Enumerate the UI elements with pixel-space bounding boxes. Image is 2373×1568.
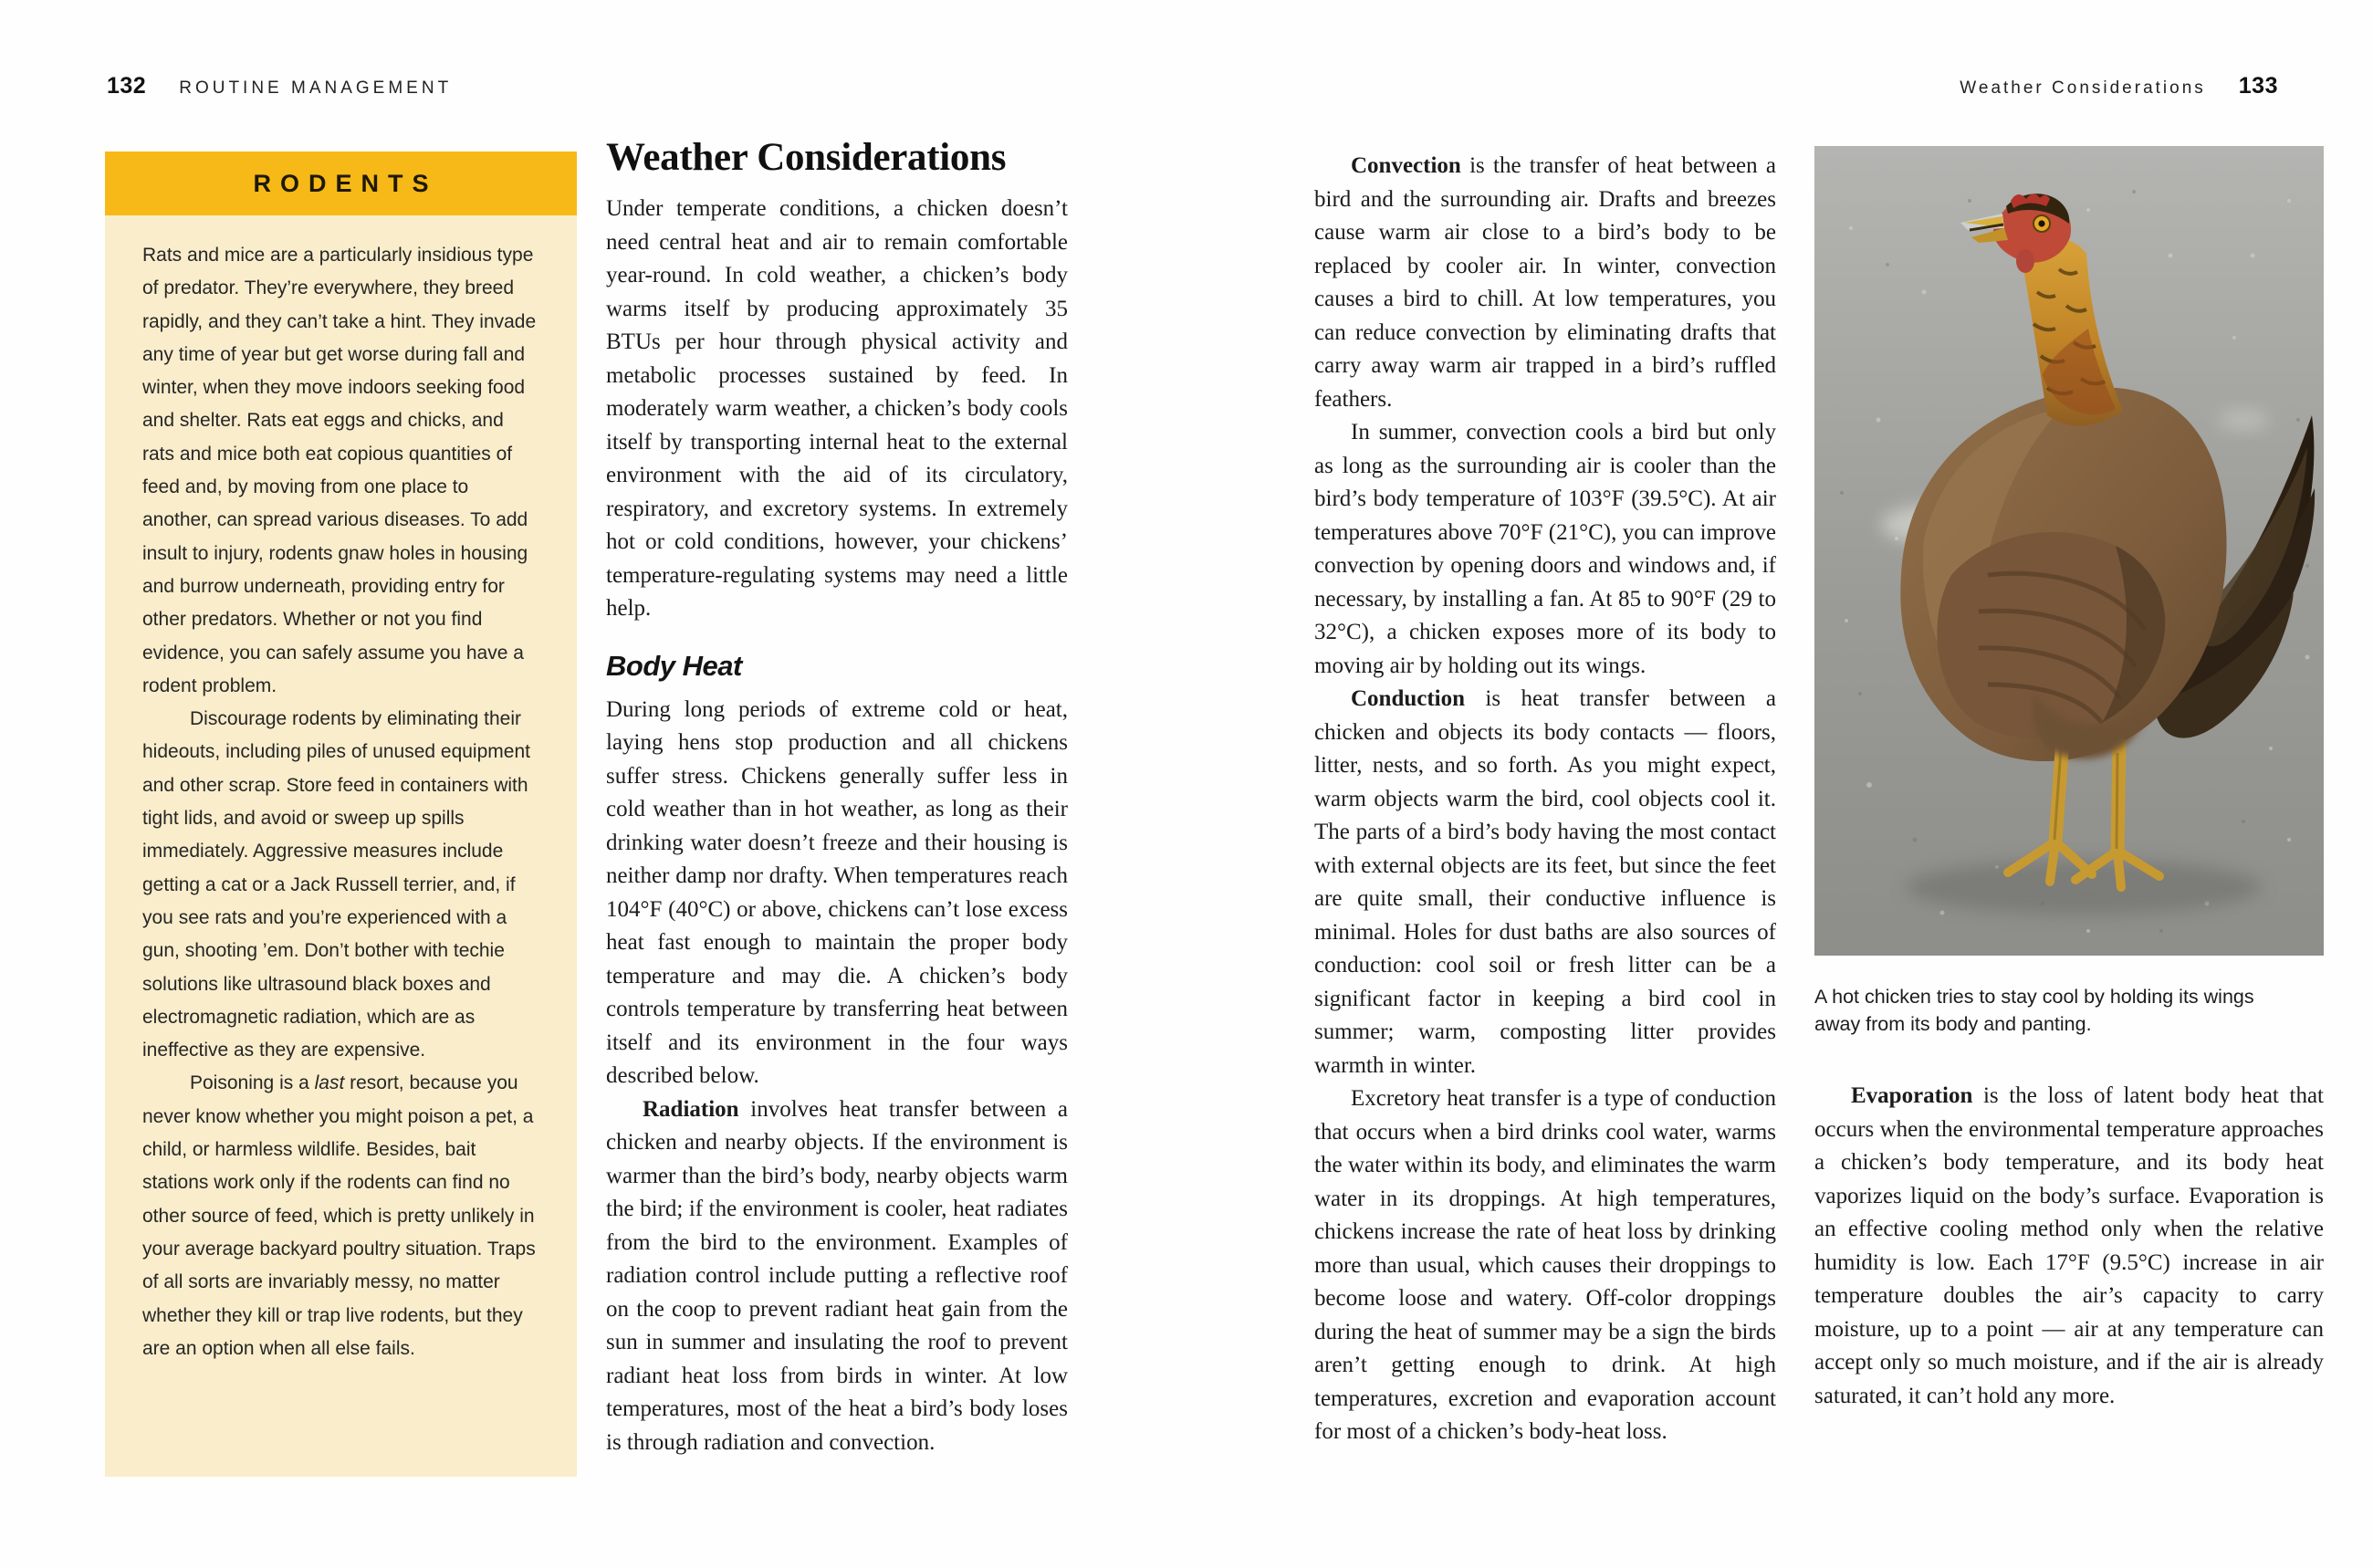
- sidebar-paragraph-italic: last: [314, 1072, 345, 1094]
- rodents-sidebar: [105, 152, 577, 1477]
- article-column-1: [606, 135, 1068, 1459]
- sidebar-title: RODENTS: [253, 169, 438, 197]
- article-title: Weather Considerations: [606, 136, 1007, 179]
- chicken-figure: [1814, 146, 2324, 1413]
- paragraph-evaporation: [1814, 1080, 2324, 1413]
- conduction-text: is heat transfer between a chicken and objects its body contacts — floors, litter, nests, and so forth. As you might expect, warm objects warm the bird, cool objects cool it. The parts of a bird’s body having the most contact with external objects are its feet, but since the feet are quite small, their conductive influence is minimal. Holes for dust baths are also sources of conduction: cool soil or fresh litter can be a significant factor in keeping a bird cool in summer; warm, composting litter provides warmth in winter.: [1314, 686, 1776, 1078]
- sidebar-title-bar: [105, 152, 577, 215]
- section-heading-body-heat: Body Heat: [606, 649, 742, 682]
- convection-text: is the transfer of heat between a bird and the surrounding air. Drafts and breezes cause warm air close to a bird’s body to be replaced by cooler air. In winter, convection causes a bird to chill. At low temperatures, you can reduce convection by eliminating drafts that carry away warm air trapped in a bird’s ruffled feathers.: [1314, 153, 1776, 412]
- running-head-right-label: Weather Considerations: [1960, 78, 2206, 98]
- running-head-right: [1960, 73, 2278, 99]
- page-number-left: 132: [107, 73, 147, 99]
- evaporation-lead: Evaporation: [1851, 1083, 1973, 1108]
- sidebar-paragraph-text: Poisoning is a: [190, 1072, 315, 1094]
- conduction-lead: Conduction: [1351, 686, 1466, 711]
- paragraph-excretory: Excretory heat transfer is a type of conduction that occurs when a bird drinks cool water, warms the water within its body, and eliminates the warm water in its droppings. At high temperatures, chickens increase the rate of heat loss by drinking more than usual, which causes their droppings to become loose and watery. Off-color droppings during the heat of summer may be a sign the birds aren’t getting enough to drink. At high temperatures, excretion and evaporation account for most of a chicken’s body-heat loss.: [1314, 1086, 1776, 1444]
- radiation-text: involves heat transfer between a chicken and nearby objects. If the environment is warmer than the bird’s body, nearby objects warm the bird; if the environment is cooler, heat radiates from the bird to the environment. Examples of radiation control include putting a reflective roof on the coop to prevent radiant heat gain from the sun in summer and insulating the roof to prevent radiant heat loss from birds in winter. At low temperatures, most of the heat a bird’s body loses is through radiation and convection.: [606, 1096, 1068, 1455]
- paragraph-convection: [1314, 150, 1776, 416]
- running-head-left: [107, 73, 452, 99]
- paragraph-body-heat: During long periods of extreme cold or heat, laying hens stop production and all chickens suffer stress. Chickens generally suffer less in cold weather than in hot weather, as long as their drinking water doesn’t freeze and their housing is neither damp nor drafty. When temperatures reach 104°F (40°C) or above, chickens can’t lose excess heat fast enough to maintain the proper body temperature and may die. A chicken’s body controls temperature by transferring heat between itself and its environment in the four ways described below.: [606, 696, 1068, 1088]
- evaporation-block: [1814, 1080, 2324, 1413]
- convection-lead: Convection: [1351, 153, 1461, 178]
- paragraph-summer-convection: In summer, convection cools a bird but only as long as the surrounding air is cooler than the bird’s body temperature of 103°F (39.5°C). At air temperatures above 70°F (21°C), you can improve convection by opening doors and windows and, if necessary, by installing a fan. At 85 to 90°F (29 to 32°C), a chicken exposes more of its body to moving air by holding out its wings.: [1314, 420, 1776, 678]
- paragraph-conduction: [1314, 683, 1776, 1082]
- paragraph-intro: Under temperate conditions, a chicken doesn’t need central heat and air to remain comfortable year-round. In cold weather, a chicken’s body warms itself by producing approximately 35 BTUs per hour through physical activity and metabolic processes sustained by feed. In moderately warm weather, a chicken’s body cools itself by transporting internal heat to the external environment with the aid of its circulatory, respiratory, and excretory systems. In extremely hot or cold conditions, however, your chickens’ temperature-regulating systems may need a little help.: [606, 196, 1068, 621]
- radiation-lead: Radiation: [643, 1096, 739, 1122]
- sidebar-paragraph-text: resort, because you never know whether you might poison a pet, a child, or harmless wildlife. Besides, bait stations work only if the rodents can find no other source of feed, which is pretty unlikely in your average backyard poultry situation. Traps of all sorts are invariably messy, no matter whether they kill or trap live rodents, but they are an option when all else fails.: [142, 1072, 536, 1359]
- sidebar-paragraph: [142, 1067, 539, 1365]
- sidebar-body: [105, 215, 577, 1477]
- page-number-right: 133: [2238, 73, 2278, 99]
- paragraph-radiation: [606, 1093, 1068, 1460]
- article-column-2: [1314, 150, 1776, 1449]
- evaporation-text: is the loss of latent body heat that occurs when the environmental temperature approaches a chicken’s body temperature, and its body heat vaporizes liquid on the body’s surface. Evaporation is an effective cooling method only when the relative humidity is low. Each 17°F (9.5°C) increase in air temperature doubles the air’s capacity to carry moisture, up to a point — air at any temperature can accept only so much moisture, and if the air is already saturated, it can’t hold any more.: [1814, 1083, 2324, 1408]
- sidebar-paragraph: Discourage rodents by eliminating their hideouts, including piles of unused equipment and other scrap. Store feed in containers with tight lids, and avoid or sweep up spills immediately. Aggressive measures include getting a cat or a Jack Russell terrier, and, if you see rats and you’re experienced with a gun, shooting ’em. Don’t bother with techie solutions like ultrasound black boxes and electromagnetic radiation, which are as ineffective as they are expensive.: [142, 708, 530, 1061]
- running-head-left-label: ROUTINE MANAGEMENT: [179, 78, 453, 98]
- photo-caption: A hot chicken tries to stay cool by holding its wings away from its body and panting.: [1814, 986, 2254, 1035]
- sidebar-paragraph: Rats and mice are a particularly insidious type of predator. They’re everywhere, they breed rapidly, and they can’t take a hint. They invade any time of year but get worse during fall and winter, when they move indoors seeking food and shelter. Rats eat eggs and chicks, and rats and mice both eat copious quantities of feed and, by moving from one place to another, can spread various diseases. To add insult to injury, rodents gnaw holes in housing and burrow underneath, providing entry for other predators. Whether or not you find evidence, you can safely assume you have a rodent problem.: [142, 245, 537, 696]
- chicken-photo: [1814, 146, 2324, 956]
